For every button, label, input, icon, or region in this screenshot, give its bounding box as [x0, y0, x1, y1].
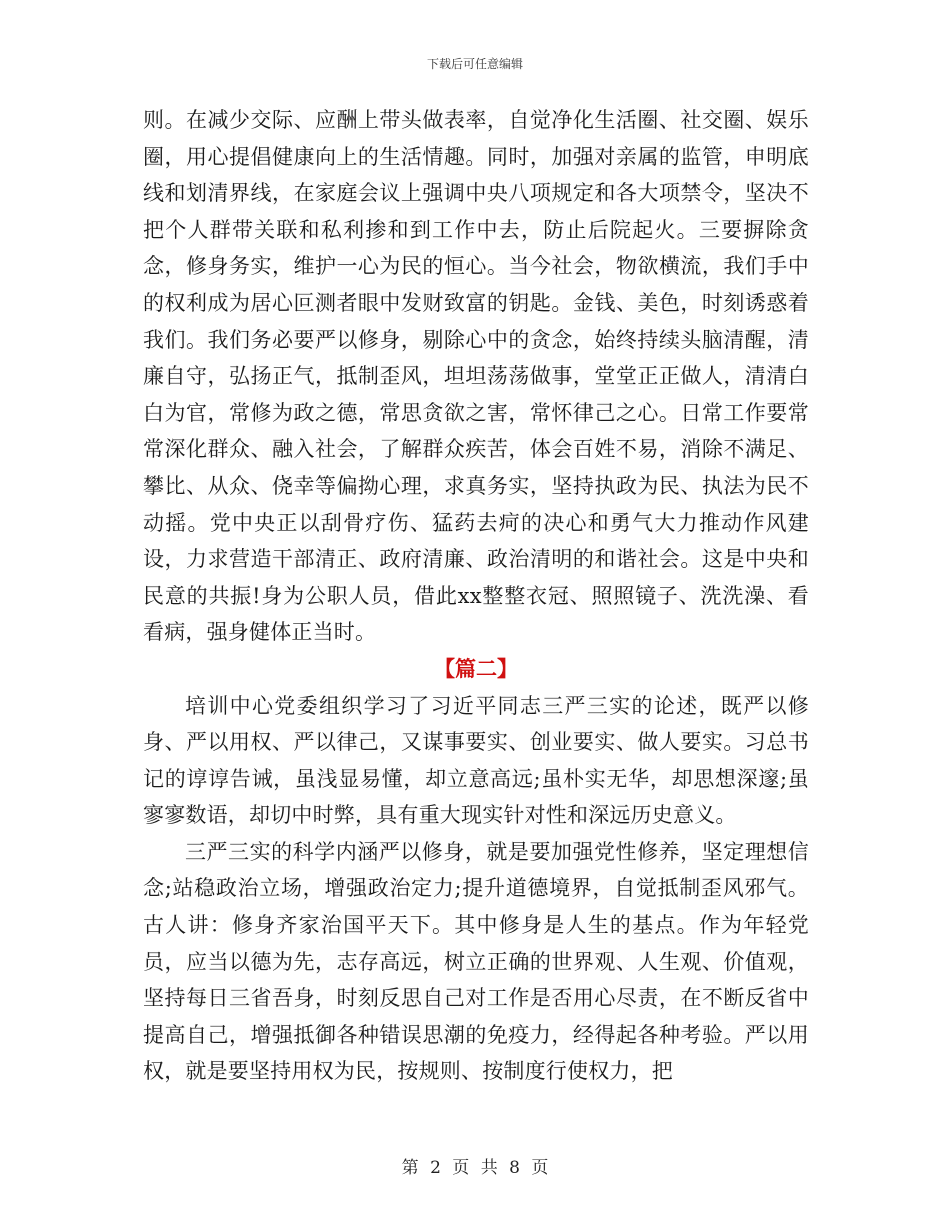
body-paragraph-2: 培训中心党委组织学习了习近平同志三严三实的论述，既严以修身、严以用权、严以律己，又谋事要实、创业要实、做人要实。习总书记的谆谆告诫，虽浅显易懂，却立意高远;虽朴实无华，却思想深邃;虽寥寥数语，却切中时弊，具有重大现实针对性和深远历史意义。: [143, 693, 809, 828]
section-heading: 【篇二】: [434, 655, 518, 681]
page-header-note: 下载后可任意编辑: [426, 57, 523, 71]
body-paragraph-3: 三严三实的科学内涵严以修身，就是要加强党性修养，坚定理想信念;站稳政治立场，增强政治定力;提升道德境界，自觉抵制歪风邪气。古人讲：修身齐家治国平天下。其中修身是人生的基点。作为年轻党员，应当以德为先，志存高远，树立正确的世界观、人生观、价值观，坚持每日三省吾身，时刻反思自己对工作是否用心尽责，在不断反省中提高自己，增强抵御各种错误思潮的免疫力，经得起各种考验。严以用权，就是要坚持用权为民，按规则、按制度行使权力，把: [143, 839, 809, 1084]
document-body: [143, 102, 809, 1090]
body-paragraph-1: 则。在减少交际、应酬上带头做表率，自觉净化生活圈、社交圈、娱乐圈，用心提倡健康向上的生活情趣。同时，加强对亲属的监管，申明底线和划清界线，在家庭会议上强调中央八项规定和各大项禁令，坚决不把个人群带关联和私利掺和到工作中去，防止后院起火。三要摒除贪念，修身务实，维护一心为民的恒心。当今社会，物欲横流，我们手中的权利成为居心叵测者眼中发财致富的钥匙。金钱、美色，时刻诱惑着我们。我们务必要严以修身，剔除心中的贪念，始终持续头脑清醒，清廉自守，弘扬正气，抵制歪风，坦坦荡荡做事，堂堂正正做人，清清白白为官，常修为政之德，常思贪欲之害，常怀律己之心。日常工作要常常深化群众、融入社会，了解群众疾苦，体会百姓不易，消除不满足、攀比、从众、侥幸等偏拗心理，求真务实，坚持执政为民、执法为民不动摇。党中央正以刮骨疗伤、猛药去疴的决心和勇气大力推动作风建设，力求营造干部清正、政府清廉、政治清明的和谐社会。这是中央和民意的共振!身为公职人员，借此xx整整衣冠、照照镜子、洗洗澡、看看病，强身健体正当时。: [143, 108, 809, 645]
page-number-footer: 第 2 页 共 8 页: [401, 1158, 549, 1178]
